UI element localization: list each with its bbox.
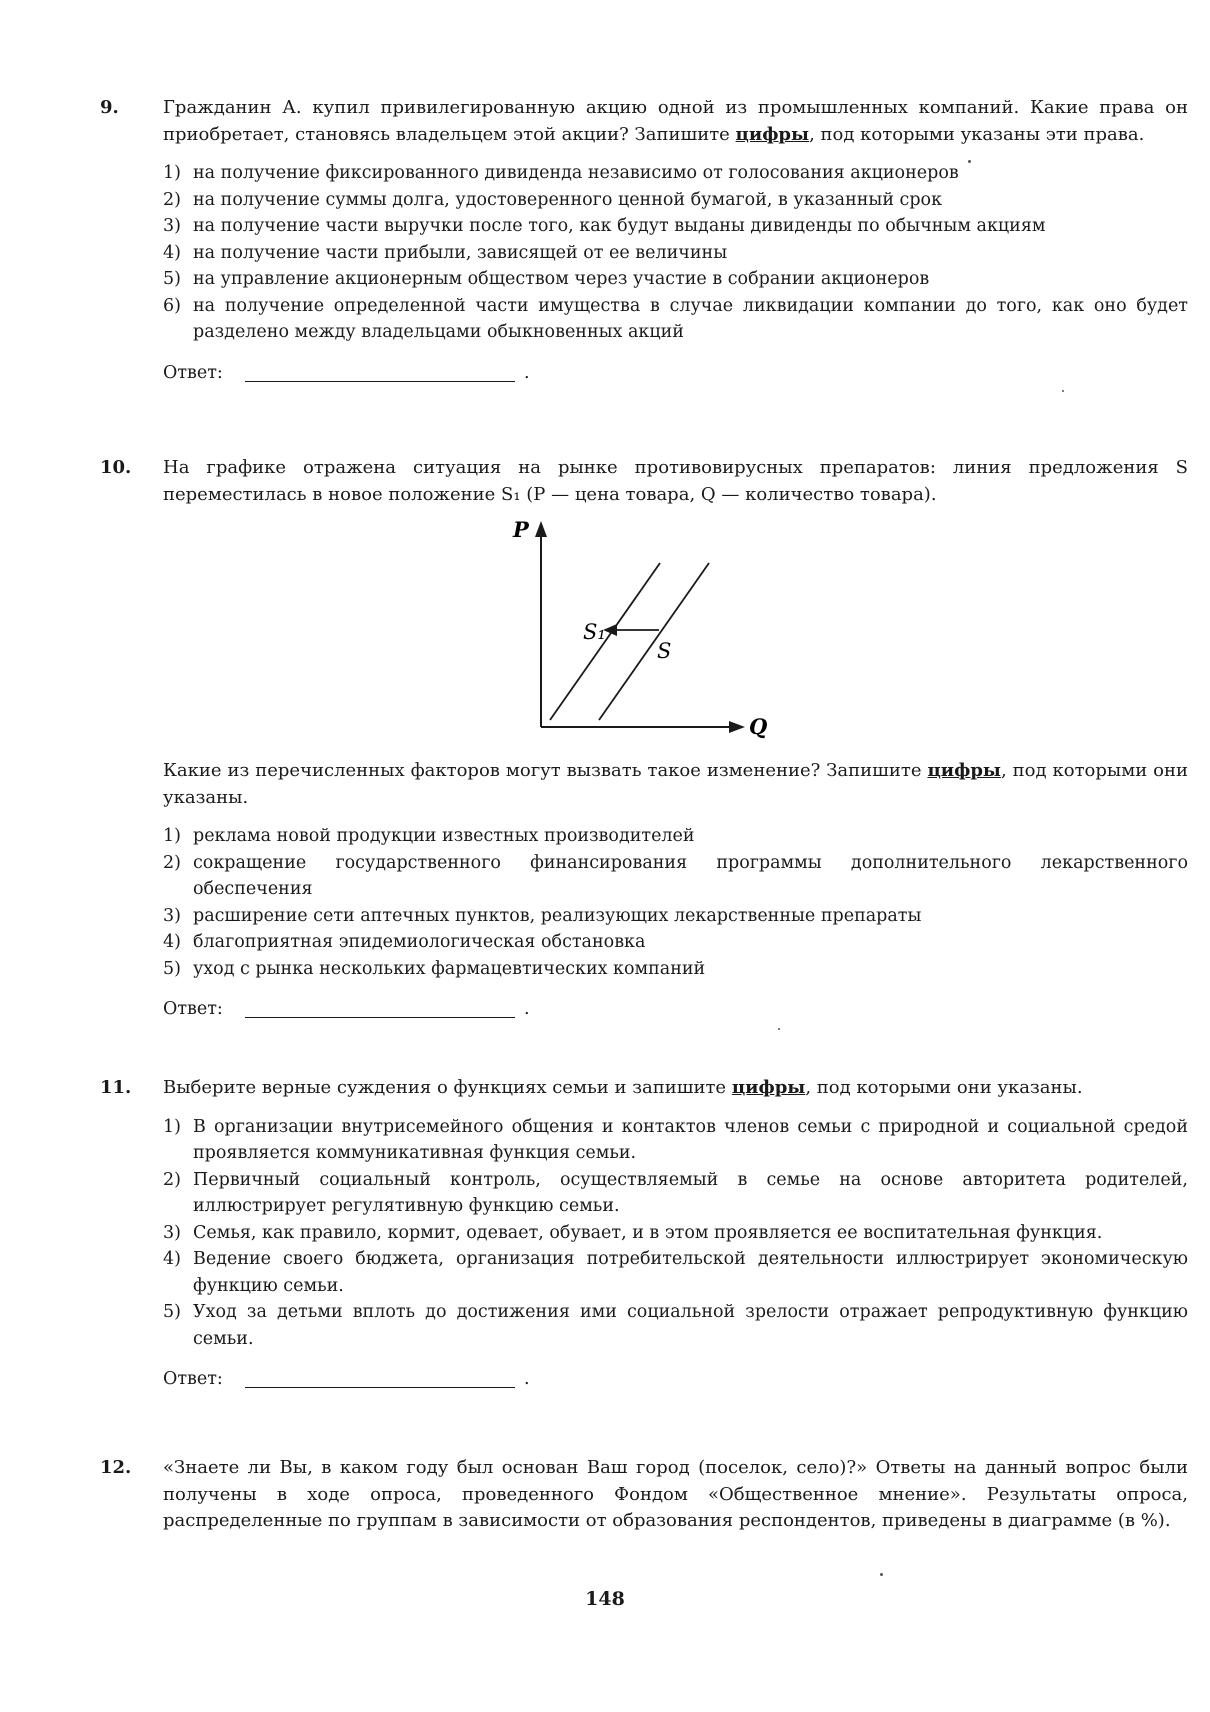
list-item: 2) сокращение государственного финансирования программы дополнительного лекарственного обеспечения <box>163 852 1188 899</box>
list-item: 5) на управление акционерным обществом через участие в собрании акционеров <box>163 269 930 289</box>
question-number: 9. <box>100 97 119 118</box>
options-list <box>163 1114 1188 1353</box>
list-item: 3) расширение сети аптечных пунктов, реализующих лекарственные препараты <box>163 905 922 926</box>
x-axis-arrow-icon <box>729 721 745 733</box>
supply-shift-chart <box>495 515 785 745</box>
scan-speck <box>880 1573 883 1576</box>
question-text: Выберите верные суждения о функциях семьи и запишите цифры, под которыми они указаны. <box>163 1077 1083 1098</box>
question-number: 10. <box>100 457 132 478</box>
question-body <box>163 758 1188 1022</box>
list-item: 2) на получение суммы долга, удостоверенного ценной бумагой, в указанный срок <box>163 189 943 210</box>
list-item: 5) уход с рынка нескольких фармацевтических компаний <box>163 958 706 979</box>
question-number: 11. <box>100 1077 132 1098</box>
answer-label: Ответ: <box>163 1369 223 1389</box>
answer-row: Ответ: . <box>163 1369 530 1389</box>
question-number: 12. <box>100 1457 132 1478</box>
answer-label: Ответ: <box>163 999 223 1019</box>
y-axis-arrow-icon <box>535 521 547 537</box>
question-body <box>163 95 1188 386</box>
question-prompt: Какие из перечисленных факторов могут вызвать такое изменение? Запишите цифры, под которыми они указаны. <box>163 760 1188 808</box>
options-list <box>163 823 1188 982</box>
answer-row: Ответ: . <box>163 999 530 1019</box>
list-item: 1) на получение фиксированного дивиденда независимо от голосования акционеров <box>163 163 959 183</box>
question-body <box>163 1075 1188 1392</box>
list-item: 1) реклама новой продукции известных производителей <box>163 826 695 846</box>
question-text: «Знаете ли Вы, в каком году был основан Ваш город (поселок, село)?» Ответы на данный вопрос были получены в ходе опроса, проведенного Фондом «Общественное мнение». Результаты опроса, распределенные по группам в зависимости от образования респондентов, приведены в диаграмме (в %). <box>163 1457 1188 1531</box>
question-text: Гражданин А. купил привилегированную акцию одной из промышленных компаний. Какие права он приобретает, становясь владельцем этой акции? Запишите цифры, под которыми указаны эти права. <box>163 97 1188 145</box>
emphasis-digits: цифры <box>731 1077 806 1098</box>
list-item: 4) на получение части прибыли, зависящей от ее величины <box>163 242 728 263</box>
list-item: 3) на получение части выручки после того, как будут выданы дивиденды по обычным акциям <box>163 216 1046 236</box>
scan-speck <box>1062 390 1064 392</box>
list-item: 5) Уход за детьми вплоть до достижения ими социальной зрелости отражает репродуктивную функцию семьи. <box>163 1302 1188 1349</box>
curve-s <box>599 563 709 720</box>
list-item: 6) на получение определенной части имущества в случае ликвидации компании до того, как оно будет разделено между владельцами обыкновенных акций <box>163 295 1188 342</box>
question-text: На графике отражена ситуация на рынке противовирусных препаратов: линия предложения S переместилась в новое положение S₁ (P — цена товара, Q — количество товара). <box>163 457 1188 505</box>
list-item: 4) благоприятная эпидемиологическая обстановка <box>163 932 646 952</box>
answer-input[interactable] <box>245 381 515 382</box>
emphasis-digits: цифры <box>927 760 1001 781</box>
x-axis-label: Q <box>749 714 768 739</box>
question-body <box>163 455 1188 508</box>
curve-s-label: S <box>657 639 672 663</box>
emphasis-digits: цифры <box>735 123 810 145</box>
answer-row: Ответ: . <box>163 362 530 383</box>
list-item: 2) Первичный социальный контроль, осуществляемый в семье на основе авторитета родителей, иллюстрирует регулятивную функцию семьи. <box>163 1169 1188 1216</box>
page-number: 148 <box>585 1588 625 1610</box>
curve-s1-label: S₁ <box>583 620 606 644</box>
list-item: 3) Семья, как правило, кормит, одевает, обувает, и в этом проявляется ее воспитательная функция. <box>163 1222 1103 1243</box>
answer-label: Ответ: <box>163 362 223 383</box>
question-body <box>163 1455 1188 1535</box>
answer-input[interactable] <box>245 1017 515 1018</box>
y-axis-label: P <box>513 517 529 542</box>
scan-speck <box>968 160 971 163</box>
options-list <box>163 160 1188 346</box>
list-item: 1) В организации внутрисемейного общения и контактов членов семьи с природной и социальной средой проявляется коммуникативная функция семьи. <box>163 1116 1188 1163</box>
scan-speck <box>778 1028 780 1030</box>
list-item: 4) Ведение своего бюджета, организация потребительской деятельности иллюстрирует экономическую функцию семьи. <box>163 1249 1188 1296</box>
answer-input[interactable] <box>245 1387 515 1388</box>
